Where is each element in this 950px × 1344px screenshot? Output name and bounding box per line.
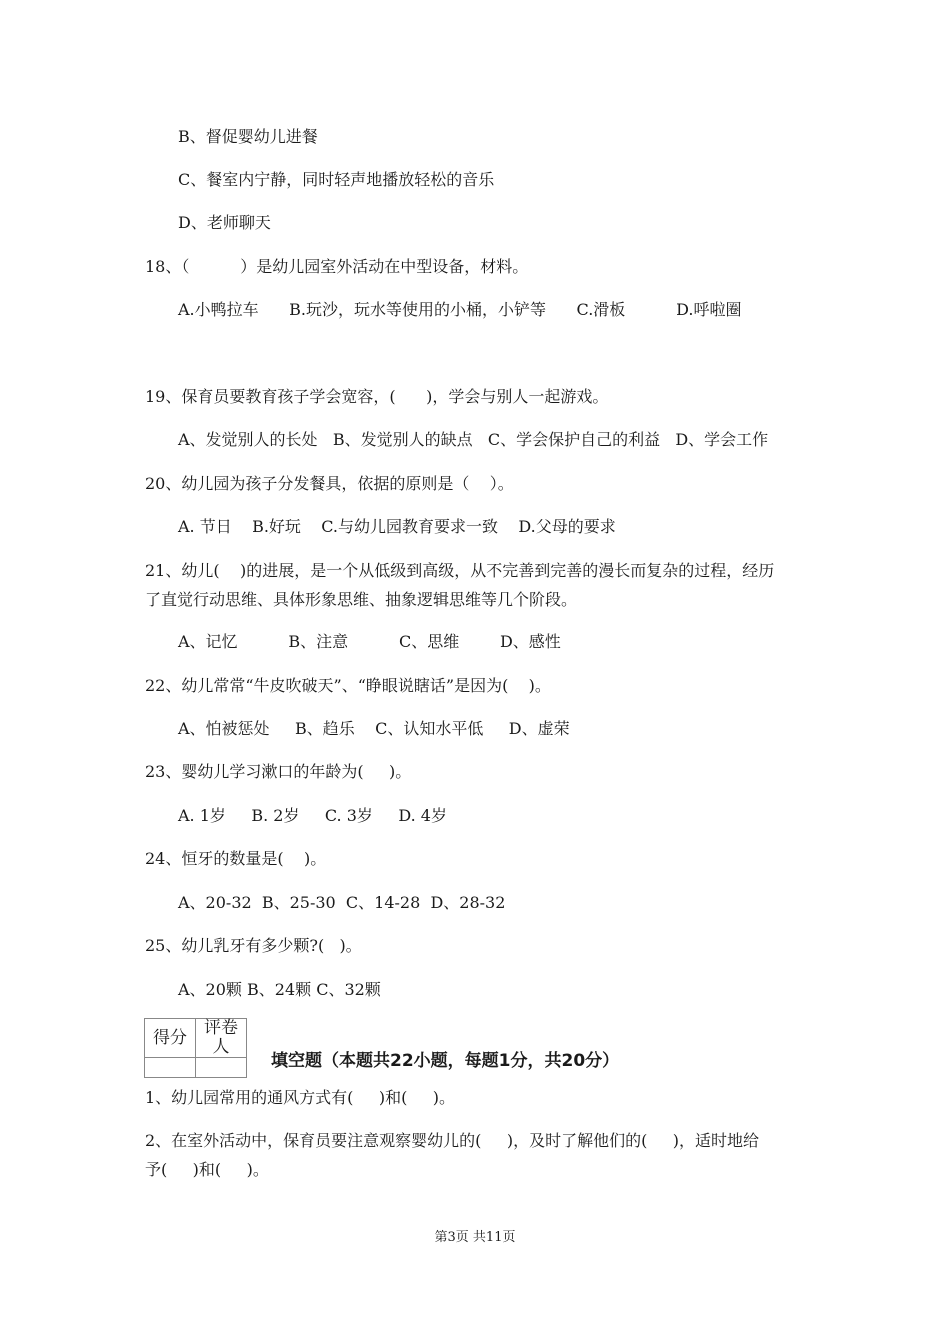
question-25: 25、幼儿乳牙有多少颗?( )。: [145, 936, 362, 955]
question-24: 24、恒牙的数量是( )。: [145, 849, 327, 868]
options-24: A、20-32 B、25-30 C、14-28 D、28-32: [178, 893, 506, 912]
question-18: 18、（ ）是幼儿园室外活动在中型设备，材料。: [145, 257, 529, 276]
options-22: A、怕被惩处 B、趋乐 C、认知水平低 D、虚荣: [178, 719, 570, 738]
options-25: A、20颗 B、24颗 C、32颗: [178, 980, 381, 999]
options-23: A. 1岁 B. 2岁 C. 3岁 D. 4岁: [178, 806, 447, 825]
section-title: 填空题（本题共22小题，每题1分，共20分）: [271, 1051, 620, 1071]
fill-question-2-line2: 予( )和( )。: [145, 1160, 269, 1179]
question-19: 19、保育员要教育孩子学会宽容，( )，学会与别人一起游戏。: [145, 387, 609, 406]
line-17c: C、餐室内宁静，同时轻声地播放轻松的音乐: [178, 170, 495, 189]
question-21-line2: 了直觉行动思维、具体形象思维、抽象逻辑思维等几个阶段。: [145, 590, 578, 609]
line-17b: B、督促婴幼儿进餐: [178, 127, 318, 146]
grader-label: 评卷人: [196, 1019, 247, 1058]
fill-question-1: 1、幼儿园常用的通风方式有( )和( )。: [145, 1088, 456, 1107]
fill-question-2-line1: 2、在室外活动中，保育员要注意观察婴幼儿的( )，及时了解他们的( )，适时地给: [145, 1131, 760, 1150]
options-20: A. 节日 B.好玩 C.与幼儿园教育要求一致 D.父母的要求: [178, 517, 616, 536]
options-18: A.小鸭拉车 B.玩沙，玩水等使用的小桶，小铲等 C.滑板 D.呼啦圈: [178, 300, 742, 319]
page-footer: 第3页 共11页: [434, 1230, 516, 1245]
grader-cell: [196, 1058, 247, 1078]
score-cell: [145, 1058, 196, 1078]
options-19: A、发觉别人的长处 B、发觉别人的缺点 C、学会保护自己的利益 D、学会工作: [178, 430, 769, 449]
question-20: 20、幼儿园为孩子分发餐具，依据的原则是（ ）。: [145, 474, 514, 493]
score-box: [144, 1018, 247, 1078]
options-21: A、记忆 B、注意 C、思维 D、感性: [178, 632, 561, 651]
question-23: 23、婴幼儿学习漱口的年龄为( )。: [145, 762, 412, 781]
line-17d: D、老师聊天: [178, 213, 271, 232]
question-21-line1: 21、幼儿( )的进展，是一个从低级到高级，从不完善到完善的漫长而复杂的过程，经历: [145, 561, 775, 580]
score-label: 得分: [145, 1019, 196, 1058]
question-22: 22、幼儿常常“牛皮吹破天”、“睁眼说瞎话”是因为( )。: [145, 676, 551, 695]
